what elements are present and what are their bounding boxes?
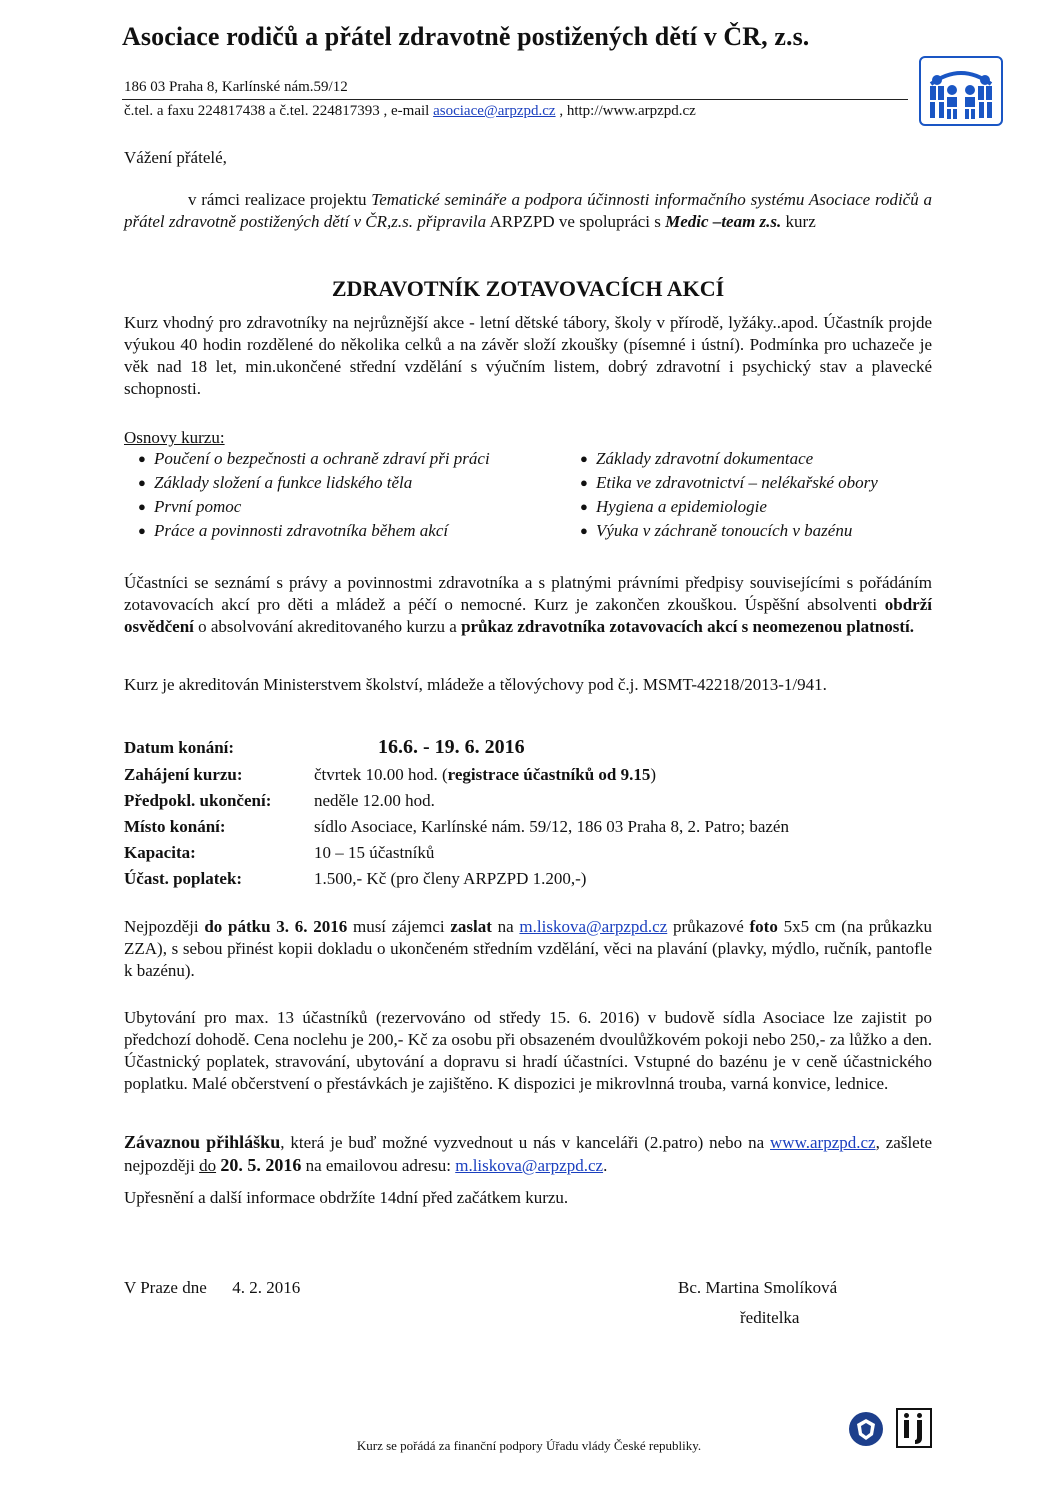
capacity-label: Kapacita: (124, 843, 196, 862)
header-divider (122, 99, 908, 100)
end-label: Předpokl. ukončení: (124, 791, 272, 810)
date-label: Datum konání: (124, 738, 235, 757)
accreditation-paragraph: Kurz je akreditován Ministerstvem školství, mládeže a tělovýchovy pod č.j. MSMT-42218/2013-1/941. (124, 675, 827, 694)
more-info: Upřesnění a další informace obdržíte 14dní před začátkem kurzu. (124, 1188, 569, 1207)
start-label: Zahájení kurzu: (124, 765, 243, 784)
list-item: ● Výuka v záchraně tonoucích v bazénu (580, 521, 853, 540)
family-logo-icon (919, 56, 1003, 126)
fee-value: 1.500,- Kč (pro členy ARPZPD 1.200,-) (314, 869, 587, 888)
list-item: ● Etika ve zdravotnictví – nelékařské obory (580, 473, 878, 492)
website-text: http://www.arpzpd.cz (566, 103, 696, 119)
funding-footnote: Kurz se pořádá za finanční podpory Úřadu vlády České republiky. (356, 1438, 702, 1453)
curriculum-list-left (124, 447, 524, 543)
place-value: sídlo Asociace, Karlínské nám. 59/12, 186 03 Praha 8, 2. Patro; bazén (314, 817, 789, 836)
capacity-value: 10 – 15 účastníků (314, 843, 435, 862)
greeting: Vážení přátelé, (124, 148, 227, 167)
start-value: čtvrtek 10.00 hod. (registrace účastníků od 9.15) (314, 765, 657, 784)
signatory-name: Bc. Martina Smolíková (678, 1278, 838, 1297)
email-link[interactable]: m.liskova@arpzpd.cz (455, 1156, 604, 1175)
course-description: Kurz vhodný pro zdravotníky na nejrůznější akce - letní dětské tábory, školy v přírodě, lyžáky..apod. Účastník projde výukou 40 hodin rozdělené do několika celků a na závěr složí zkoušky (písemné i ústní). Podmínka pro uchazeče je věk nad 18 let, min.ukončené střední vzdělání s výučním listem, dobrý zdravotní i psychický stav a plavecké schopnosti. (124, 313, 932, 398)
website-link[interactable]: www.arpzpd.cz (770, 1133, 876, 1152)
list-item: ● Základy zdravotní dokumentace (580, 449, 814, 468)
signatory-role: ředitelka (740, 1308, 800, 1327)
place-date: V Praze dne 4. 2. 2016 (124, 1278, 301, 1297)
course-title: ZDRAVOTNÍK ZOTAVOVACÍCH AKCÍ (331, 276, 725, 301)
fee-label: Účast. poplatek: (124, 869, 243, 888)
application-paragraph: Závaznou přihlášku, která je buď možné vyzvednout u nás v kanceláři (2.patro) nebo na www.arpzpd.cz, zašlete nejpozději do 20. 5. 2016 na emailovou adresu: m.liskova@arpzpd.cz. (124, 1132, 933, 1175)
deadline-paragraph: Nejpozději do pátku 3. 6. 2016 musí zájemci zaslat na m.liskova@arpzpd.cz průkazové foto 5x5 cm (na průkazku ZZA), s sebou přinést kopii dokladu o ukončeném středním vzdělání, věci na plavání (plavky, mýdlo, ručník, pantofle k bazénu). (124, 917, 932, 980)
curriculum-list-right (566, 447, 946, 543)
email-link[interactable]: m.liskova@arpzpd.cz (519, 917, 668, 936)
list-item: ● Hygiena a epidemiologie (580, 497, 767, 516)
email-link[interactable]: asociace@arpzpd.cz (433, 103, 556, 119)
organization-title: Asociace rodičů a přátel zdravotně postižených dětí v ČR, z.s. (122, 22, 810, 51)
intro-paragraph: v rámci realizace projektu Tematické semináře a podpora účinnosti informačního systému Asociace rodičů a přátel zdravotně postižených dětí v ČR,z.s. připravila ARPZPD ve spolupráci s Medic –team z.s. kurz (124, 190, 932, 231)
list-item: ● Základy složení a funkce lidského těla (138, 473, 413, 492)
list-item: ● Práce a povinnosti zdravotníka během akcí (138, 521, 449, 540)
list-item: ● Poučení o bezpečnosti a ochraně zdraví při práci (138, 449, 490, 468)
accommodation-paragraph: Ubytování pro max. 13 účastníků (rezervováno od středy 15. 6. 2016) v budově sídla Asociace lze zajistit po předchozí dohodě. Cena noclehu je 200,- Kč za osobu při obsazeném dvoulůžkovém pokoji nebo 250,- za lůžko a den. Účastnický poplatek, stravování, ubytování a dopravu si hradí účastníci. Vstupné do bazénu je v ceně účastnického poplatku. Malé občerstvení o přestávkách je zajištěno. K dispozici je mikrovlnná trouba, varná konvice, lednice. (124, 1008, 932, 1093)
place-label: Místo konání: (124, 817, 226, 836)
curriculum-label: Osnovy kurzu: (124, 428, 225, 447)
organization-contact: č.tel. a faxu 224817438 a č.tel. 224817393 , e-mail asociace@arpzpd.cz , http://www.arpzpd.cz (124, 103, 696, 119)
course-details (124, 736, 932, 896)
organization-address: 186 03 Praha 8, Karlínské nám.59/12 (124, 79, 348, 95)
participants-paragraph: Účastníci se seznámí s právy a povinnostmi zdravotníka a s platnými právními předpisy souvisejícími s pořádáním zotavovacích akcí pro děti a mládež a péčí o nemocné. Kurz je zakončen zkouškou. Úspěšní absolventi obdrží osvědčení o absolvování akreditovaného kurzu a průkaz zdravotníka zotavovacích akcí s neomezenou platností. (124, 573, 932, 636)
list-item: ● První pomoc (138, 497, 242, 516)
date-value: 16.6. - 19. 6. 2016 (378, 736, 525, 758)
end-value: neděle 12.00 hod. (314, 791, 435, 810)
